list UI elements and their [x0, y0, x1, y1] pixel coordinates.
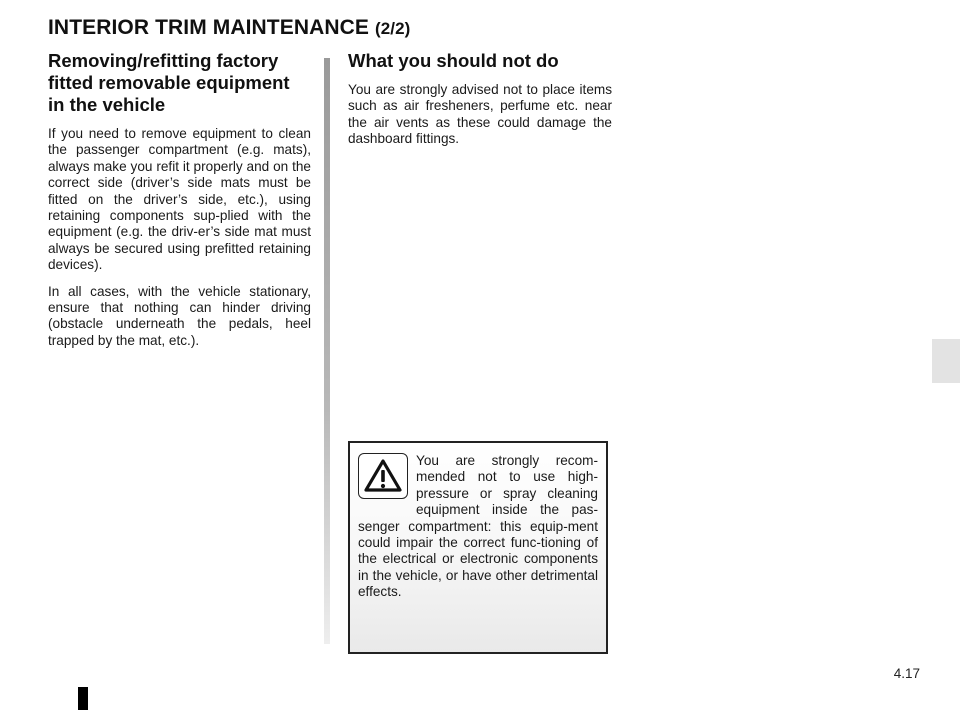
page-number: 4.17 [893, 666, 920, 681]
chapter-side-tab [932, 339, 960, 383]
column-divider [324, 58, 330, 644]
what-not-to-do-paragraph: You are strongly advised not to place items such as air fresheners, perfume etc. near the air vents as these could damage the dashboard fittings. [348, 82, 612, 147]
warning-text: You are strongly recom-mended not to use high-pressure or spray cleaning equipment inside the pas-senger compartment: this equip-ment could impair the correct func-tioning of the electrical or electronic components in the vehicle, or have other detrimental effects. [358, 453, 598, 600]
warning-box [348, 441, 608, 654]
removing-refitting-heading: Removing/refitting factory fitted removable equipment in the vehicle [48, 50, 290, 115]
page-title-text: INTERIOR TRIM MAINTENANCE [48, 16, 369, 39]
removing-refitting-paragraph-2: In all cases, with the vehicle stationary, ensure that nothing can hinder driving (obstacle underneath the pedals, heel trapped by the mat, etc.). [48, 283, 311, 348]
what-not-to-do-heading: What you should not do [348, 50, 559, 71]
page-title [48, 16, 410, 40]
removing-refitting-paragraph-1: If you need to remove equipment to clean the passenger compartment (e.g. mats), always make you refit it properly and on the correct side (driver’s side mats must be fitted on the driver’s side, etc.), using retaining components sup-plied with the equipment (e.g. the driv-er’s side mat must always be secured using prefitted retaining devices). [48, 126, 311, 273]
page-title-part: (2/2) [374, 19, 411, 38]
page-corner-mark [78, 687, 88, 710]
warning-triangle-icon [358, 453, 408, 499]
right-column [348, 50, 612, 158]
left-column [48, 50, 311, 359]
